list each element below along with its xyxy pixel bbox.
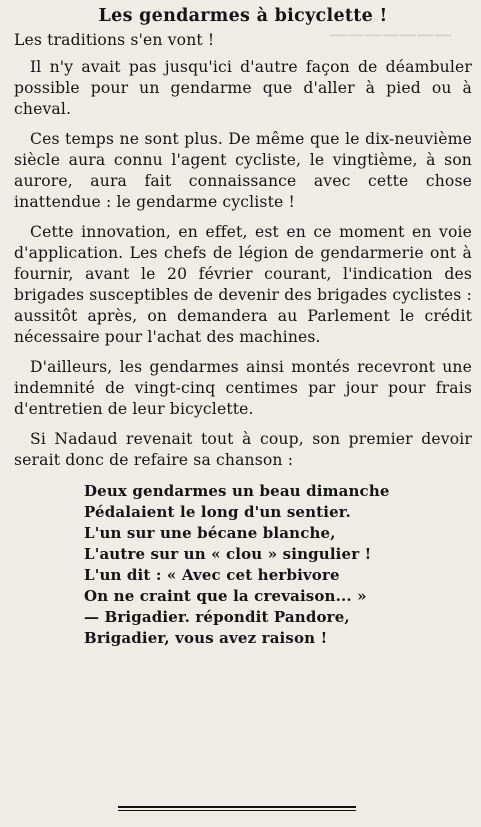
end-rule xyxy=(118,806,356,808)
verse-line: L'un dit : « Avec cet herbivore xyxy=(84,566,340,584)
paragraph-1: Il n'y avait pas jusqu'ici d'autre façon de déambuler possible pour un gendarme que d'aller à pied ou à cheval. xyxy=(14,58,472,118)
paragraph-2: Ces temps ne sont plus. De même que le dix-neuvième siècle aura connu l'agent cycliste, le vingtième, à son aurore, aura fait connaissance avec cette chose inattendue : le gendarme cycliste ! xyxy=(14,130,472,211)
article-subtitle: Les traditions s'en vont ! xyxy=(14,31,215,49)
article-title: Les gendarmes à bicyclette ! xyxy=(98,6,388,26)
verse-line: — Brigadier. répondit Pandore, xyxy=(84,608,350,626)
verse-line: Brigadier, vous avez raison ! xyxy=(84,629,328,647)
paragraph-3: Cette innovation, en effet, est en ce moment en voie d'application. Les chefs de légion de gendarmerie ont à fournir, avant le 20 février courant, l'indication des brigades susceptibles de devenir des brigades cyclistes : aussitôt après, on demandera au Parlement le crédit nécessaire pour l'achat des machines. xyxy=(14,223,472,346)
verse-line: L'autre sur un « clou » singulier ! xyxy=(84,545,372,563)
verse-line: Pédalaient le long d'un sentier. xyxy=(84,503,351,521)
paragraph-4: D'ailleurs, les gendarmes ainsi montés recevront une indemnité de vingt-cinq centimes par jour pour frais d'entretien de leur bicyclette. xyxy=(14,358,472,418)
newspaper-article xyxy=(14,6,472,649)
end-rule-thin xyxy=(118,810,356,811)
show-through-texture: ─────── xyxy=(330,22,454,47)
song-verse xyxy=(84,481,472,649)
paragraph-5: Si Nadaud revenait tout à coup, son premier devoir serait donc de refaire sa chanson : xyxy=(14,430,472,469)
verse-line: Deux gendarmes un beau dimanche xyxy=(84,482,390,500)
verse-line: L'un sur une bécane blanche, xyxy=(84,524,336,542)
verse-line: On ne craint que la crevaison... » xyxy=(84,587,367,605)
